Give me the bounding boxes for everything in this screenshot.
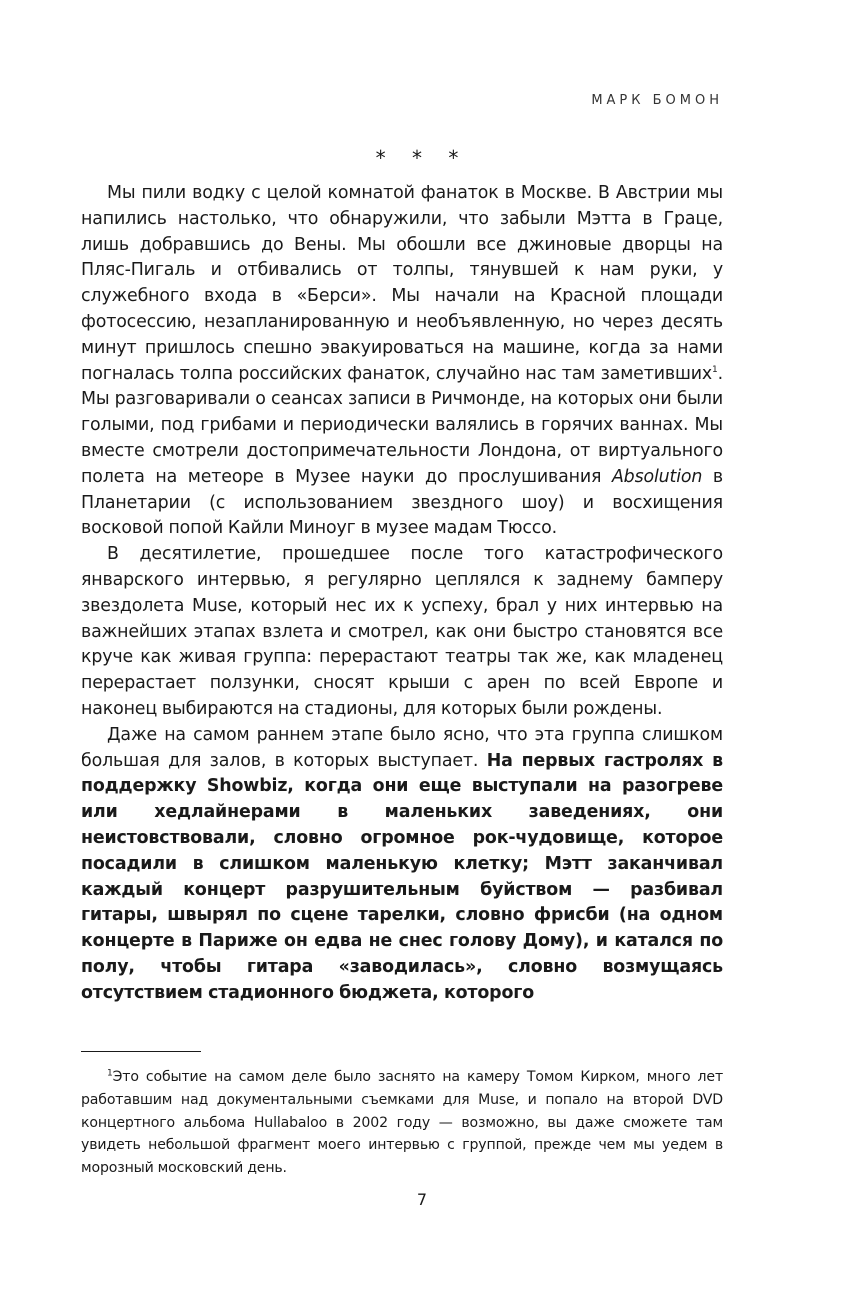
running-head: МАРК БОМОН (591, 93, 723, 108)
paragraph-3-text-a: Даже на самом раннем этапе было ясно, что эта группа слишком большая для залов, в которых выступает. (81, 724, 723, 771)
body-text (81, 181, 723, 1007)
paragraph-1-text-b: . Мы разговаривали о сеансах записи в Ричмонде, на которых они были голыми, под грибами и периодически валялись в горячих ваннах. Мы вместе смотрели достопримечательности Лондона, от виртуального полета на метеоре в Музее науки до прослушивания (81, 363, 723, 487)
section-separator: * * * (375, 146, 469, 170)
paragraph-2: В десятилетие, прошедшее после того катастрофического январского интервью, я регулярно цеплялся к заднему бамперу звездолета Muse, который нес их к успеху, брал у них интервью на важнейших этапах взлета и смотрел, как они быстро становятся все круче как живая группа: перерастают театры так же, как младенец перерастает ползунки, сносят крыши с арен по всей Европе и наконец выбираются на стадионы, для которых были рождены. (81, 544, 723, 719)
footnote-text: Это событие на самом деле было заснято на камеру Томом Кирком, много лет работавшим над документальными съемками для Muse, и попало на второй DVD концертного альбома Hullabaloo в 2002 году — возможно, вы даже сможете там увидеть небольшой фрагмент моего интервью с группой, прежде чем мы уедем в морозный московский день. (81, 1069, 723, 1177)
footnote-divider (81, 1051, 201, 1052)
footnote (81, 1066, 723, 1180)
paragraph-1 (81, 181, 723, 542)
footnote-reference: 1 (712, 364, 718, 375)
paragraph-1-text-a: Мы пили водку с целой комнатой фанаток в Москве. В Австрии мы напились настолько, что обнаружили, что забыли Мэтта в Граце, лишь добравшись до Вены. Мы обошли все джиновые дворцы на Пляс-Пигаль и отбивались от толпы, тянувшей к нам руки, у служебного входа в «Берси». Мы начали на Красной площади фотосессию, незапланированную и необъявленную, но через десять минут пришлось спешно эвакуироваться на машине, когда за нами погналась толпа российских фанаток, случайно нас там заметивших (81, 183, 723, 384)
paragraph-3-bold-text: На первых гастролях в поддержку Showbiz, когда они еще выступали на разогреве или хедлайнерами в маленьких заведениях, они неистовствовали, словно огромное рок-чудовище, которое посадили в слишком маленькую клетку; Мэтт заканчивал каждый концерт разрушительным буйством — разбивал гитары, швырял по сцене тарелки, словно фрисби (на одном концерте в Париже он едва не снес голову Дому), и катался по полу, чтобы гитара «заводилась», словно возмущаясь отсутствием стадионного бюджета, которого (81, 750, 723, 1003)
footnote-marker: 1 (107, 1068, 113, 1079)
paragraph-1-text-c: в Планетарии (с использованием звездного шоу) и восхищения восковой попой Кайли Миноуг в музее мадам Тюссо. (81, 466, 723, 539)
footnote-paragraph (81, 1066, 723, 1180)
page-number: 7 (416, 1190, 428, 1209)
album-title-italic: Absolution (611, 466, 703, 487)
paragraph-3 (81, 723, 723, 1007)
